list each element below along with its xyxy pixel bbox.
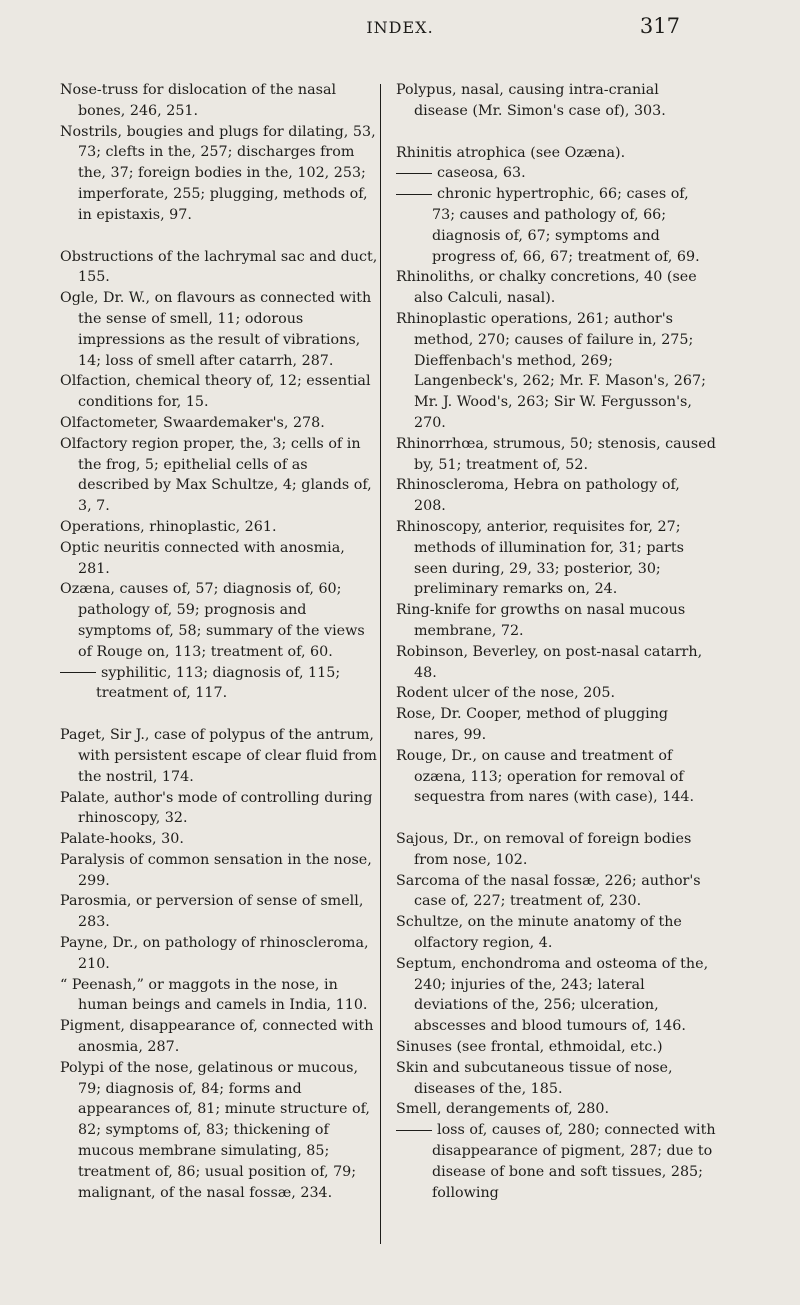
index-entry: [396, 642, 716, 684]
index-entry: [396, 267, 716, 309]
entry-text: Parosmia, or perversion of sense of smell, 283.: [60, 893, 364, 931]
index-entry: [60, 579, 380, 662]
entry-text: Rose, Dr. Cooper, method of plugging nares, 99.: [396, 706, 669, 743]
index-column-left: [60, 80, 380, 1203]
index-entry: [60, 538, 380, 580]
index-entry: [396, 1058, 716, 1100]
index-entry: [60, 517, 380, 538]
index-entry: [396, 954, 716, 1037]
ditto-dash: [396, 173, 432, 174]
index-entry: [60, 850, 380, 892]
index-entry: [396, 1037, 716, 1058]
index-entry: [60, 891, 380, 933]
entry-text: Polypi of the nose, gelatinous or mucous, 79; diagnosis of, 84; forms and appearances of, 81; minute structure of, 82; symptoms of, 83; thickening of mucous membrane simulating, 85; treatment of, 86; usual position of, 79; malignant, of the nasal fossæ, 234.: [60, 1059, 370, 1201]
entry-text: Ring-knife for growths on nasal mucous membrane, 72.: [396, 602, 686, 639]
index-entry: [60, 829, 380, 850]
index-entry: [60, 80, 380, 122]
index-entry: [60, 288, 380, 371]
index-entry: [60, 725, 380, 787]
entry-text: Palate, author's mode of controlling during rhinoscopy, 32.: [60, 789, 373, 827]
entry-text: Robinson, Beverley, on post-nasal catarrh, 48.: [396, 643, 703, 681]
column-divider: [380, 84, 381, 1244]
index-subentry: [396, 184, 716, 267]
entry-text: Obstructions of the lachrymal sac and duct, 155.: [60, 248, 378, 286]
entry-text: loss of, causes of, 280; connected with disappearance of pigment, 287; due to disease of bone and soft tissues, 285; following: [432, 1122, 716, 1201]
index-entry: [396, 704, 716, 746]
entry-text: Nostrils, bougies and plugs for dilating, 53, 73; clefts in the, 257; discharges from the, 37; foreign bodies in the, 102, 253; imperforate, 255; plugging, methods of, in epistaxis, 97.: [60, 123, 376, 223]
entry-text: Rhinoscopy, anterior, requisites for, 27; methods of illumination for, 31; parts seen during, 29, 33; posterior, 30; preliminary remarks on, 24.: [396, 518, 684, 598]
entry-text: caseosa, 63.: [437, 165, 526, 182]
running-head: INDEX.: [366, 18, 434, 37]
entry-text: Sajous, Dr., on removal of foreign bodies from nose, 102.: [396, 831, 692, 868]
index-entry: [396, 600, 716, 642]
index-entry: [60, 788, 380, 830]
index-entry: [396, 1099, 716, 1120]
index-entry: [60, 122, 380, 226]
entry-text: Septum, enchondroma and osteoma of the, 240; injuries of the, 243; lateral deviations of the, 256; ulceration, abscesses and blood tumours of, 146.: [396, 955, 709, 1035]
entry-text: Olfactory region proper, the, 3; cells of in the frog, 5; epithelial cells of as described by Max Schultze, 4; glands of, 3, 7.: [60, 435, 372, 515]
entry-text: syphilitic, 113; diagnosis of, 115; treatment of, 117.: [96, 664, 341, 702]
index-entry: [60, 975, 380, 1017]
index-entry: [60, 247, 380, 289]
entry-text: Polypus, nasal, causing intra-cranial disease (Mr. Simon's case of), 303.: [396, 82, 666, 119]
entry-text: Rhinitis atrophica (see Ozæna).: [396, 144, 626, 161]
index-entry: [396, 829, 716, 871]
index-entry: [396, 80, 716, 122]
page-number: 317: [639, 14, 680, 38]
entry-text: Schultze, on the minute anatomy of the olfactory region, 4.: [396, 914, 682, 952]
entry-text: Olfactometer, Swaardemaker's, 278.: [60, 414, 325, 431]
entry-text: Rhinorrhœa, strumous, 50; stenosis, caused by, 51; treatment of, 52.: [396, 435, 716, 473]
entry-text: Smell, derangements of, 280.: [396, 1101, 610, 1118]
entry-text: “ Peenash,” or maggots in the nose, in human beings and camels in India, 110.: [60, 976, 368, 1014]
ditto-dash: [60, 672, 96, 673]
ditto-dash: [396, 1130, 432, 1131]
index-entry: [60, 434, 380, 517]
index-column-right: [396, 80, 716, 1203]
index-entry: [396, 517, 716, 600]
index-subentry: [396, 1120, 716, 1203]
entry-text: Rodent ulcer of the nose, 205.: [396, 685, 616, 702]
entry-text: Rhinoplastic operations, 261; author's method, 270; causes of failure in, 275; Dieffenbach's method, 269; Langenbeck's, 262; Mr. F. Mason's, 267; Mr. J. Wood's, 263; Sir W. Fergusson's, 270.: [396, 310, 706, 431]
entry-text: Payne, Dr., on pathology of rhinoscleroma, 210.: [60, 935, 369, 972]
index-entry: [396, 475, 716, 517]
index-entry: [60, 933, 380, 975]
entry-text: Skin and subcutaneous tissue of nose, diseases of the, 185.: [396, 1059, 673, 1097]
entry-text: chronic hypertrophic, 66; cases of, 73; causes and pathology of, 66; diagnosis of, 67; symptoms and progress of, 66, 67; treatment of, 69.: [432, 186, 700, 265]
index-entry: [396, 912, 716, 954]
index-entry: [396, 143, 716, 164]
index-entry: [396, 434, 716, 476]
entry-text: Rhinoliths, or chalky concretions, 40 (see also Calculi, nasal).: [396, 269, 697, 307]
entry-text: Ogle, Dr. W., on flavours as connected with the sense of smell, 11; odorous impressions as the result of vibrations, 14; loss of smell after catarrh, 287.: [60, 290, 372, 369]
entry-text: Paget, Sir J., case of polypus of the antrum, with persistent escape of clear fluid from the nostril, 174.: [60, 727, 377, 785]
index-entry: [396, 309, 716, 434]
entry-text: Optic neuritis connected with anosmia, 281.: [60, 539, 345, 577]
index-subentry: [60, 663, 380, 705]
entry-text: Ozæna, causes of, 57; diagnosis of, 60; pathology of, 59; prognosis and symptoms of, 58; summary of the views of Rouge on, 113; treatment of, 60.: [60, 581, 365, 660]
index-entry: [60, 1016, 380, 1058]
index-entry: [60, 1058, 380, 1204]
entry-text: Rouge, Dr., on cause and treatment of ozæna, 113; operation for removal of sequestra from nares (with case), 144.: [396, 747, 695, 806]
entry-text: Operations, rhinoplastic, 261.: [60, 518, 277, 535]
entry-text: Olfaction, chemical theory of, 12; essential conditions for, 15.: [60, 373, 371, 411]
index-entry: [396, 683, 716, 704]
index-entry: [60, 413, 380, 434]
index-subentry: [396, 163, 716, 184]
entry-text: Palate-hooks, 30.: [60, 831, 184, 848]
entry-text: Nose-truss for dislocation of the nasal bones, 246, 251.: [60, 82, 337, 119]
entry-text: Pigment, disappearance of, connected with anosmia, 287.: [60, 1018, 374, 1056]
entry-text: Rhinoscleroma, Hebra on pathology of, 208.: [396, 477, 680, 515]
ditto-dash: [396, 194, 432, 195]
index-entry: [396, 871, 716, 913]
entry-text: Paralysis of common sensation in the nose, 299.: [60, 851, 372, 889]
index-entry: [396, 746, 716, 808]
index-entry: [60, 371, 380, 413]
entry-text: Sarcoma of the nasal fossæ, 226; author's case of, 227; treatment of, 230.: [396, 872, 701, 910]
entry-text: Sinuses (see frontal, ethmoidal, etc.): [396, 1039, 663, 1056]
